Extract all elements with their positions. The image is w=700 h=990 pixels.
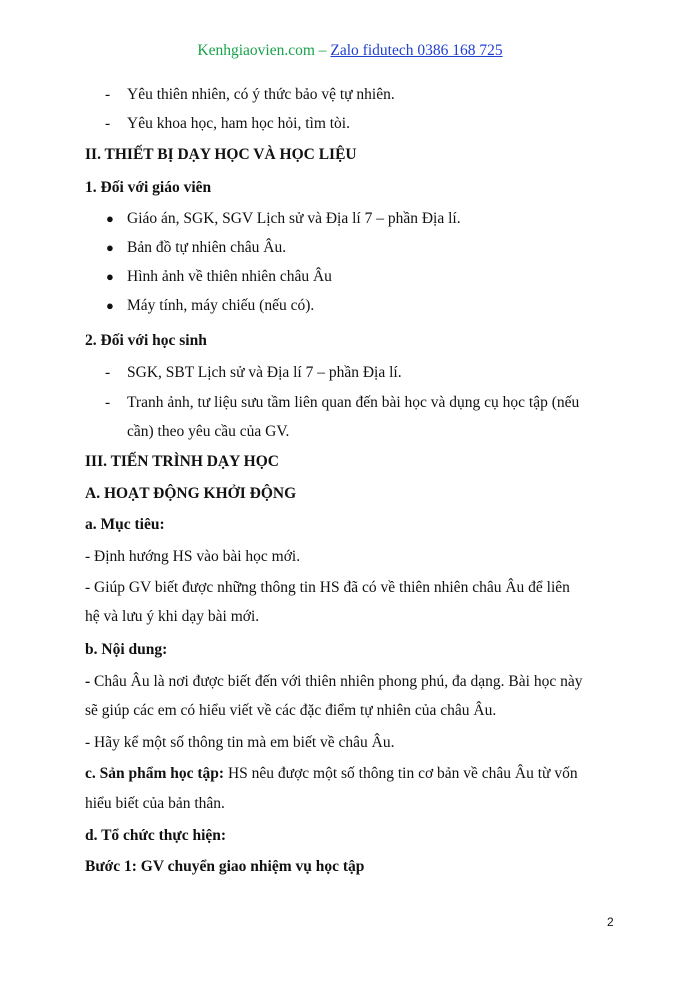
subheading-student: 2. Đối với học sinh xyxy=(85,332,207,349)
bullet-icon: ● xyxy=(106,298,114,313)
list-item: Hình ảnh về thiên nhiên châu Âu xyxy=(127,268,332,285)
paragraph xyxy=(85,764,578,784)
content-text: Châu Âu là nơi được biết đến với thiên nhiên phong phú, đa dạng. Bài học này xyxy=(94,673,583,690)
paragraph: - Giúp GV biết được những thông tin HS đã có về thiên nhiên châu Âu để liên xyxy=(85,579,570,596)
subheading-objective: a. Mục tiêu: xyxy=(85,516,165,533)
section-heading-ii: II. THIẾT BỊ DẠY HỌC VÀ HỌC LIỆU xyxy=(85,146,357,163)
list-item: SGK, SBT Lịch sử và Địa lí 7 – phần Địa lí. xyxy=(127,364,402,381)
paragraph: hiểu biết của bản thân. xyxy=(85,795,225,812)
page-header xyxy=(0,42,700,60)
subheading-step1: Bước 1: GV chuyển giao nhiệm vụ học tập xyxy=(85,858,365,875)
paragraph: - Hãy kể một số thông tin mà em biết về châu Âu. xyxy=(85,734,395,751)
list-item: Bản đồ tự nhiên châu Âu. xyxy=(127,239,287,256)
bullet-icon: ● xyxy=(106,211,114,226)
bullet-icon: ● xyxy=(106,269,114,284)
paragraph: - Định hướng HS vào bài học mới. xyxy=(85,548,301,565)
list-item: Giáo án, SGK, SGV Lịch sử và Địa lí 7 – phần Địa lí. xyxy=(127,210,461,227)
dash-marker: - xyxy=(105,394,111,411)
header-contact-link[interactable]: Zalo fidutech 0386 168 725 xyxy=(330,42,503,59)
section-heading-iii: III. TIẾN TRÌNH DẠY HỌC xyxy=(85,453,279,470)
paragraph: hệ và lưu ý khi dạy bài mới. xyxy=(85,608,260,625)
page-number: 2 xyxy=(607,915,614,929)
list-item: Yêu khoa học, ham học hỏi, tìm tòi. xyxy=(127,115,350,132)
subheading-organize: d. Tổ chức thực hiện: xyxy=(85,827,227,844)
list-item: Máy tính, máy chiếu (nếu có). xyxy=(127,297,315,314)
product-label: c. Sản phẩm học tập: xyxy=(85,765,228,782)
dash-marker: - xyxy=(105,86,111,103)
bullet-icon: ● xyxy=(106,240,114,255)
subheading-content: b. Nội dung: xyxy=(85,641,168,658)
dash-marker: - xyxy=(105,115,111,132)
paragraph xyxy=(85,672,582,692)
header-site[interactable]: Kenhgiaovien.com xyxy=(197,42,315,59)
list-item: Yêu thiên nhiên, có ý thức bảo vệ tự nhiên. xyxy=(127,86,395,103)
content-dash: - xyxy=(85,673,95,690)
header-separator: – xyxy=(314,42,331,59)
product-text: HS nêu được một số thông tin cơ bản về châu Âu từ vốn xyxy=(227,765,578,782)
dash-marker: - xyxy=(105,364,111,381)
paragraph: sẽ giúp các em có hiểu viết về các đặc điểm tự nhiên của châu Âu. xyxy=(85,702,497,719)
section-heading-a: A. HOẠT ĐỘNG KHỞI ĐỘNG xyxy=(85,485,297,502)
list-item: Tranh ảnh, tư liệu sưu tầm liên quan đến bài học và dụng cụ học tập (nếu xyxy=(127,394,580,411)
subheading-teacher: 1. Đối với giáo viên xyxy=(85,179,212,196)
list-item-continuation: cần) theo yêu cầu của GV. xyxy=(127,423,290,440)
